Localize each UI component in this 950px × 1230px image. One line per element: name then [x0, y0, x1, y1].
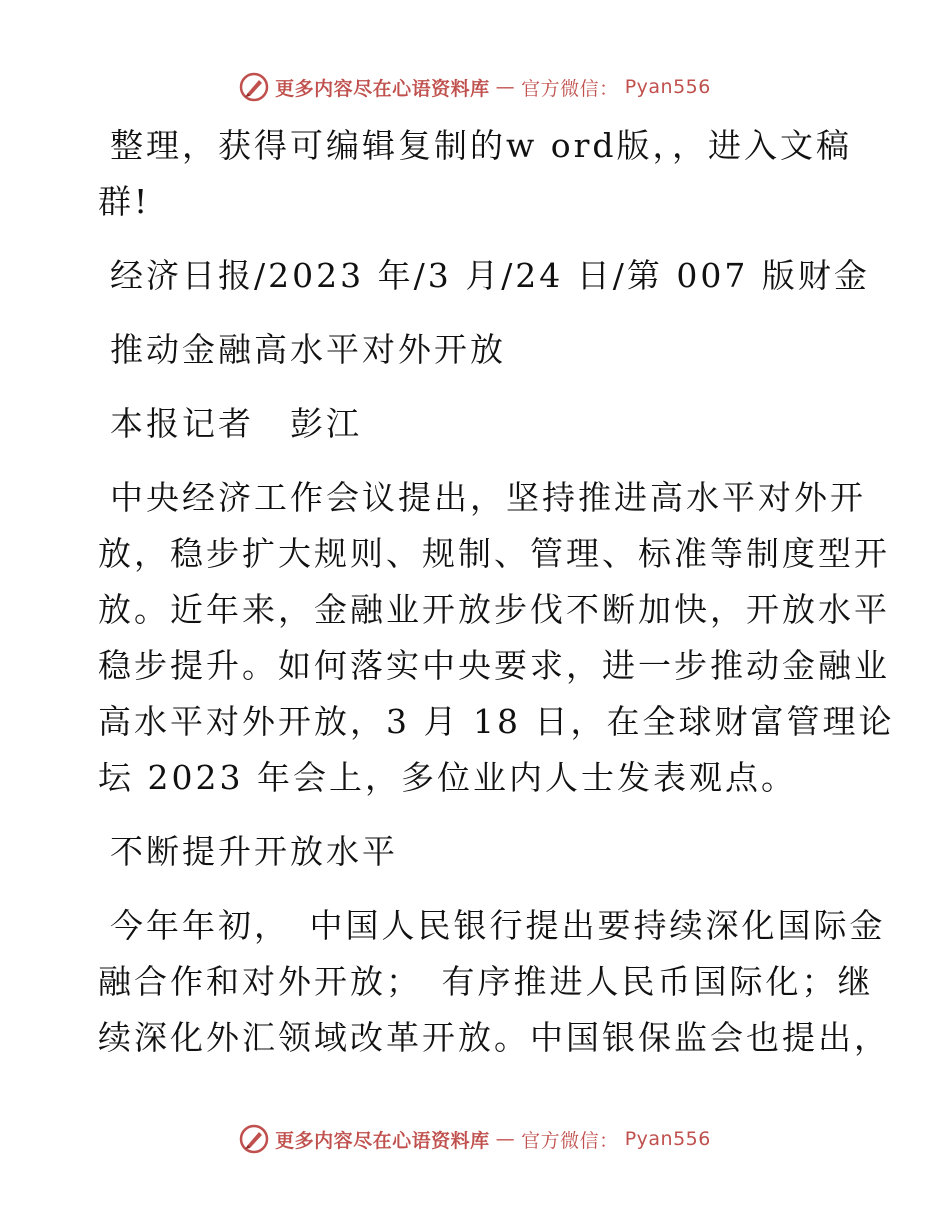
text-line: 群!: [98, 182, 151, 221]
document-body: [98, 118, 895, 1084]
brush-logo-icon: [239, 1124, 269, 1154]
text-line: 经济日报/2023 年/3 月/24 日/第 007 版财金: [110, 256, 870, 295]
text-line: 融合作和对外开放； 有序推进人民币国际化；继: [98, 962, 874, 1001]
text-line: 续深化外汇领域改革开放。中国银保监会也提出，: [98, 1018, 890, 1057]
brush-logo-icon: [239, 72, 269, 102]
paragraph-notice: [98, 118, 858, 230]
watermark-wechat-label: 官方微信：: [521, 77, 619, 100]
text-line: 坛 2023 年会上，多位业内人士发表观点。: [98, 758, 797, 797]
text-line: 今年年初， 中国人民银行提出要持续深化国际金: [110, 906, 886, 945]
watermark-dash: —: [495, 1128, 516, 1150]
text-line: 放，稳步扩大规则、规制、管理、标准等制度型开: [98, 534, 890, 573]
watermark-dash: —: [495, 76, 516, 98]
text-line: 稳步提升。如何落实中央要求，进一步推动金融业: [98, 646, 890, 685]
text-line: 整理，获得可编辑复制的w ord版，，进入文稿: [110, 126, 853, 165]
paragraph-intro: [98, 470, 895, 806]
text-line: 高水平对外开放，3 月 18 日，在全球财富管理论: [98, 702, 895, 741]
section-heading: [98, 824, 858, 880]
text-line: 本报记者 彭江: [110, 404, 362, 443]
paragraph-source: [98, 248, 870, 304]
text-line: 中央经济工作会议提出，坚持推进高水平对外开: [110, 478, 866, 517]
text-line: 放。近年来，金融业开放步伐不断加快，开放水平: [98, 590, 890, 629]
watermark-text: 更多内容尽在心语资料库: [275, 77, 490, 100]
paragraph-body: [98, 898, 890, 1066]
watermark-footer: [0, 1124, 950, 1154]
article-byline: [98, 396, 858, 452]
watermark-wechat-id: Pyan556: [624, 1128, 711, 1150]
watermark-wechat-label: 官方微信：: [521, 1129, 619, 1152]
article-title: [98, 322, 858, 378]
watermark-wechat-id: Pyan556: [624, 76, 711, 98]
watermark-text: 更多内容尽在心语资料库: [275, 1129, 490, 1152]
text-line: 不断提升开放水平: [110, 832, 398, 871]
text-line: 推动金融高水平对外开放: [110, 330, 506, 369]
watermark-header: [0, 72, 950, 102]
